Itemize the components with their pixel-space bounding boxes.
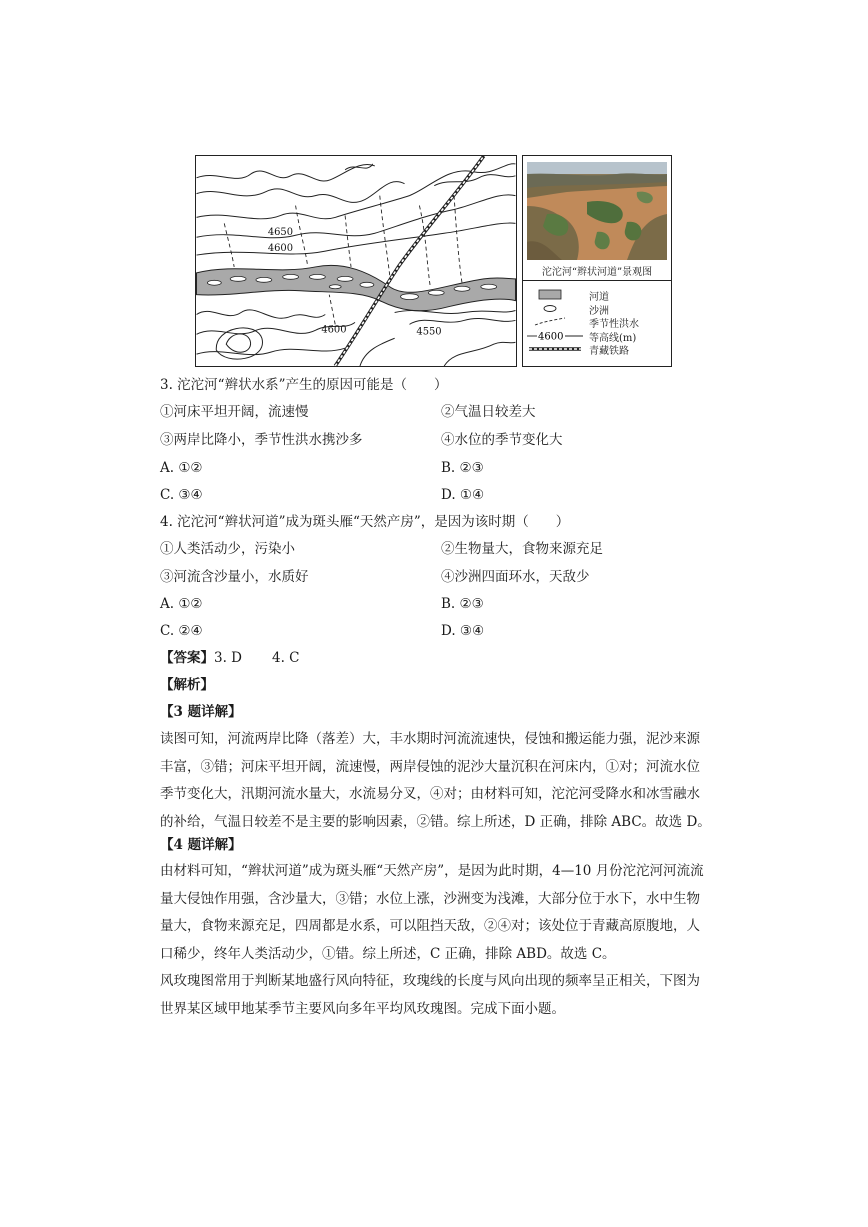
contour-symbol-icon — [527, 330, 583, 341]
legend-item-seasonal-flood — [527, 315, 667, 329]
paragraph-line: 量大，食物来源充足，四周都是水系，可以阻挡天敌，②④对；该处位于青藏高原腹地，人 — [160, 918, 700, 935]
paragraph-line: 丰富，③错；河床平坦开阔，流速慢，两岸侵蚀的泥沙大量沉积在河床内，①对；河流水位 — [160, 758, 700, 775]
analysis-label: 【解析】 — [160, 677, 214, 693]
answer-3: 3. D — [214, 650, 242, 666]
legend-label: 河道 — [589, 292, 609, 303]
contour-map-figure — [195, 155, 517, 367]
legend-label: 等高线(m) — [589, 332, 637, 344]
contour-symbol-label: 4600 — [538, 331, 564, 341]
paragraph-line: 的补给，气温日较差不是主要的影响因素，②错。综上所述，D 正确，排除 ABC。故选 D。 — [160, 813, 711, 830]
q4-item-3: ③河流含沙量小，水质好 — [160, 569, 309, 585]
q3-option-c: C. ③④ — [160, 487, 203, 503]
legend-item-sandbar — [527, 302, 667, 316]
q3-option-d: D. ①④ — [441, 487, 485, 503]
contour-label: 4650 — [267, 227, 294, 239]
q3-item-1: ①河床平坦开阔，流速慢 — [160, 404, 309, 420]
paragraph-line: 由材料可知，“辫状河道”成为斑头雁“天然产房”，是因为此时期，4—10 月份沱沱河河流流 — [160, 863, 704, 879]
paragraph-line: 风玫瑰图常用于判断某地盛行风向特征，玫瑰线的长度与风向出现的频率呈正相关，下图为 — [160, 973, 700, 989]
channel-symbol-icon — [533, 289, 567, 300]
paragraph-line: 季节变化大，汛期河流水量大，水流易分叉，④对；由材料可知，沱沱河受降水和冰雪融水 — [160, 786, 700, 803]
detail3-label: 【3 题详解】 — [160, 704, 242, 720]
legend-label: 沙洲 — [589, 305, 609, 317]
legend-label: 季节性洪水 — [589, 319, 639, 330]
contour-label: 4550 — [416, 326, 442, 338]
photo-legend-panel — [522, 155, 672, 367]
q3-item-3: ③两岸比降小，季节性洪水携沙多 — [160, 432, 363, 448]
q3-option-b: B. ②③ — [441, 460, 484, 476]
panel-divider — [523, 280, 671, 281]
q3-stem: 3. 沱沱河“辫状水系”产生的原因可能是（ ） — [160, 377, 448, 393]
paragraph-line: 读图可知，河流两岸比降（落差）大，丰水期时河流流速快，侵蚀和搬运能力强，泥沙来源 — [160, 731, 700, 747]
photo-caption: 沱沱河“辫状河道”景观图 — [541, 267, 653, 278]
legend-item-contour — [527, 329, 667, 343]
seasonal-flood-symbol-icon — [533, 316, 567, 327]
q4-option-b: B. ②③ — [441, 596, 484, 612]
railway-symbol-icon — [527, 343, 583, 354]
paragraph-line: 量大侵蚀作用强，含沙量大，③错；水位上涨，沙洲变为浅滩，大部分位于水下，水中生物 — [160, 890, 700, 907]
legend-label: 青藏铁路 — [589, 346, 629, 357]
q4-option-c: C. ②④ — [160, 623, 203, 639]
q3-item-4: ④水位的季节变化大 — [441, 432, 563, 448]
detail4-paragraph — [160, 858, 712, 968]
detail4-label: 【4 题详解】 — [160, 837, 242, 853]
legend-item-railway — [527, 342, 667, 356]
answer-label: 【答案】 — [160, 650, 214, 666]
railway — [335, 156, 484, 366]
intro-paragraph — [160, 968, 712, 1023]
q3-option-a: A. ①② — [160, 460, 203, 476]
contour-label: 4600 — [267, 243, 294, 255]
detail3-paragraph — [160, 726, 712, 836]
lower-contours — [197, 310, 516, 366]
map-legend — [527, 288, 667, 356]
q4-item-1: ①人类活动少，污染小 — [160, 541, 295, 557]
paragraph-line: 口稀少，终年人类活动少，①错。综上所述，C 正确，排除 ABD。故选 C。 — [160, 945, 616, 962]
contour-map — [196, 156, 516, 366]
q4-stem: 4. 沱沱河“辫状河道”成为斑头雁“天然产房”，是因为该时期（ ） — [160, 514, 570, 530]
answer-4: 4. C — [272, 650, 300, 666]
answer-line — [160, 649, 300, 667]
sandbar-symbol-icon — [533, 303, 567, 314]
paragraph-line: 世界某区域甲地某季节主要风向多年平均风玫瑰图。完成下面小题。 — [160, 1000, 565, 1017]
q3-item-2: ②气温日较差大 — [441, 404, 536, 420]
legend-item-channel — [527, 288, 667, 302]
contour-label: 4600 — [321, 324, 347, 336]
q4-item-2: ②生物量大，食物来源充足 — [441, 541, 603, 557]
river-landscape-photo — [527, 162, 667, 260]
q4-item-4: ④沙洲四面环水，天敌少 — [441, 569, 590, 585]
q4-option-a: A. ①② — [160, 596, 203, 612]
q4-option-d: D. ③④ — [441, 623, 485, 639]
